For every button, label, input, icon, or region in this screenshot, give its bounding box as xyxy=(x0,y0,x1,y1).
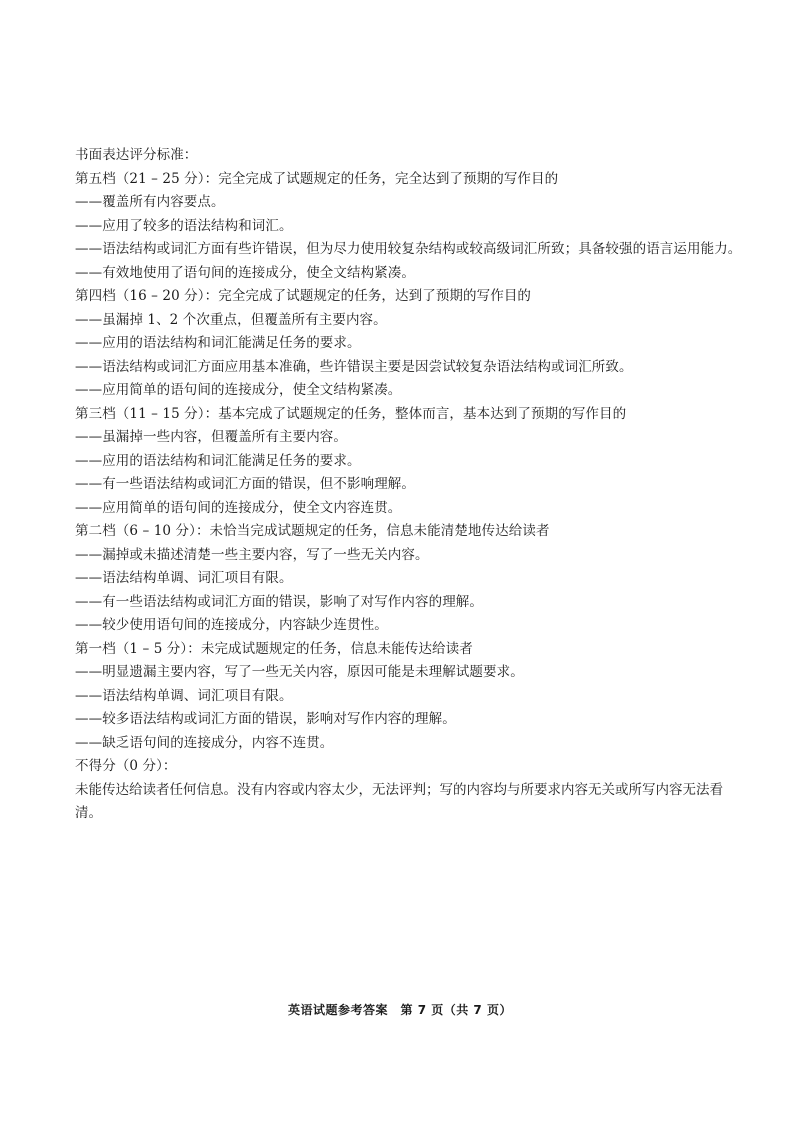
criterion: ——应用简单的语句间的连接成分，使全文内容连贯。 xyxy=(75,499,402,516)
criterion: ——应用的语法结构和词汇能满足任务的要求。 xyxy=(75,335,361,351)
level-title: 第一档（1 – 5 分）：未完成试题规定的任务，信息未能传达给读者 xyxy=(75,640,473,657)
level-5 xyxy=(75,168,742,286)
level-2 xyxy=(75,520,725,638)
criterion: ——语法结构或词汇方面应用基本准确，些许错误主要是因尝试较复杂语法结构或词汇所致。 xyxy=(75,358,633,375)
criterion: ——应用简单的语句间的连接成分，使全文结构紧凑。 xyxy=(75,382,402,398)
level-title: 第三档（11 – 15 分）：基本完成了试题规定的任务，整体而言，基本达到了预期的写作目的 xyxy=(75,405,627,422)
level-4 xyxy=(75,285,725,403)
level-title: 第五档（21 – 25 分）：完全完成了试题规定的任务，完全达到了预期的写作目的 xyxy=(75,170,559,187)
level-0-description: 未能传达给读者任何信息。没有内容或内容太少，无法评判；写的内容均与所要求内容无关或所写内容无法看清。 xyxy=(75,781,723,821)
level-title: 第二档（6 – 10 分）：未恰当完成试题规定的任务，信息未能清楚地传达给读者 xyxy=(75,523,550,539)
criterion: ——语法结构单调、词汇项目有限。 xyxy=(75,687,293,704)
level-title: 第四档（16 – 20 分）：完全完成了试题规定的任务，达到了预期的写作目的 xyxy=(75,288,532,304)
page-footer: 英语试题参考答案 第 7 页（共 7 页） xyxy=(288,1003,512,1017)
scoring-criteria xyxy=(75,144,742,826)
criterion: ——应用了较多的语法结构和词汇。 xyxy=(75,217,293,234)
criterion: ——较多语法结构或词汇方面的错误，影响对写作内容的理解。 xyxy=(75,711,456,727)
criterion: ——覆盖所有内容要点。 xyxy=(75,194,225,210)
criterion: ——语法结构或词汇方面有些许错误，但为尽力使用较复杂结构或较高级词汇所致；具备较强的语言运用能力。 xyxy=(75,241,742,257)
criterion: ——较少使用语句间的连接成分，内容缺少连贯性。 xyxy=(75,617,388,633)
criterion: ——漏掉或未描述清楚一些主要内容，写了一些无关内容。 xyxy=(75,546,429,563)
criterion: ——有一些语法结构或词汇方面的错误，但不影响理解。 xyxy=(75,476,415,492)
level-title: 不得分（0 分）： xyxy=(75,758,177,774)
criterion: ——语法结构单调、词汇项目有限。 xyxy=(75,570,293,586)
criterion: ——虽漏掉一些内容，但覆盖所有主要内容。 xyxy=(75,429,347,445)
criterion: ——有效地使用了语句间的连接成分，使全文结构紧凑。 xyxy=(75,264,415,281)
criterion: ——应用的语法结构和词汇能满足任务的要求。 xyxy=(75,452,361,469)
level-1 xyxy=(75,638,725,756)
level-0 xyxy=(75,755,725,826)
criterion: ——有一些语法结构或词汇方面的错误，影响了对写作内容的理解。 xyxy=(75,593,483,610)
criterion: ——缺乏语句间的连接成分，内容不连贯。 xyxy=(75,734,334,751)
criterion: ——明显遗漏主要内容，写了一些无关内容，原因可能是未理解试题要求。 xyxy=(75,664,524,680)
section-heading: 书面表达评分标准： xyxy=(75,147,198,163)
criterion: ——虽漏掉 1、2 个次重点，但覆盖所有主要内容。 xyxy=(75,311,387,328)
level-3 xyxy=(75,403,725,521)
